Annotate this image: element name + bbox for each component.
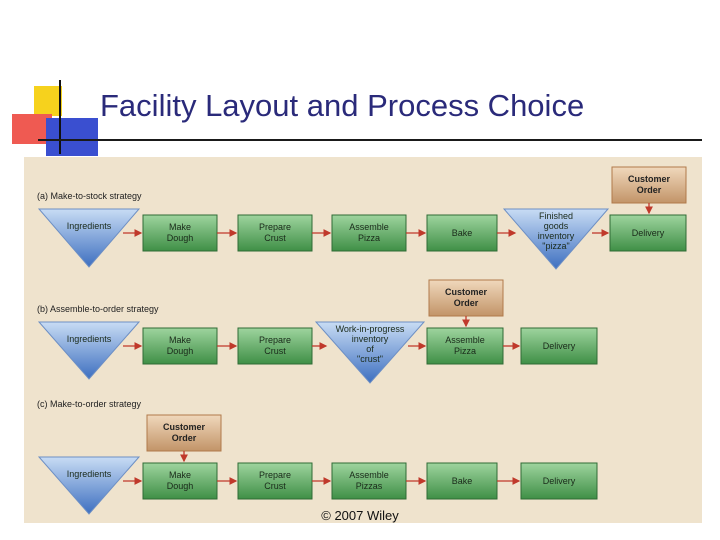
svg-text:Order: Order	[453, 298, 479, 308]
mts-ingredients-triangle	[39, 209, 139, 267]
corner-vertical-line	[59, 80, 61, 154]
svg-text:Prepare: Prepare	[258, 335, 292, 345]
copyright-notice: © 2007 Wiley	[321, 508, 399, 523]
svg-text:Dough: Dough	[166, 481, 194, 491]
svg-text:Ingredients: Ingredients	[66, 469, 112, 479]
svg-text:Crust: Crust	[264, 346, 286, 356]
slide-title: Facility Layout and Process Choice	[100, 88, 585, 123]
mto-customer-order	[147, 415, 221, 451]
svg-text:inventory: inventory	[351, 334, 389, 344]
mto-delivery-box	[521, 463, 597, 499]
svg-text:Crust: Crust	[264, 233, 286, 243]
corner-yellow-square	[34, 86, 62, 116]
section-make-to-order	[37, 399, 597, 514]
mto-bake-box	[427, 463, 497, 499]
section-label-ato: (b) Assemble-to-order strategy	[37, 304, 159, 314]
ato-prepare-crust-box	[238, 328, 312, 364]
svg-text:Customer: Customer	[627, 174, 671, 184]
mto-prepare-crust-box	[238, 463, 312, 499]
svg-text:Delivery: Delivery	[542, 476, 576, 486]
section-label-mts: (a) Make-to-stock strategy	[37, 191, 142, 201]
diagram-panel	[24, 157, 702, 523]
ato-customer-order	[429, 280, 503, 316]
svg-text:Bake: Bake	[451, 228, 473, 238]
svg-text:Make: Make	[168, 470, 192, 480]
mts-delivery-box	[610, 215, 686, 251]
ato-ingredients-triangle	[39, 322, 139, 379]
section-assemble-to-order	[37, 280, 597, 383]
mts-assemble-pizza-box	[332, 215, 406, 251]
svg-text:Crust: Crust	[264, 481, 286, 491]
svg-text:Pizza: Pizza	[453, 346, 477, 356]
mto-make-dough-box	[143, 463, 217, 499]
section-make-to-stock	[37, 167, 686, 269]
mts-customer-order	[612, 167, 686, 203]
mts-bake-box	[427, 215, 497, 251]
svg-text:Ingredients: Ingredients	[66, 221, 112, 231]
mto-ingredients-triangle	[39, 457, 139, 514]
svg-text:of: of	[366, 344, 374, 354]
svg-text:Pizzas: Pizzas	[355, 481, 383, 491]
mto-assemble-pizzas-box	[332, 463, 406, 499]
svg-text:Make: Make	[168, 222, 192, 232]
svg-text:Ingredients: Ingredients	[66, 334, 112, 344]
mts-make-dough-box	[143, 215, 217, 251]
svg-text:Customer: Customer	[444, 287, 488, 297]
svg-text:Assemble: Assemble	[349, 222, 389, 232]
title-underline	[38, 139, 702, 141]
strategy-diagram	[24, 157, 702, 523]
svg-text:Customer: Customer	[162, 422, 206, 432]
svg-text:Dough: Dough	[166, 233, 194, 243]
svg-text:goods: goods	[543, 221, 569, 231]
svg-text:Work-in-progress: Work-in-progress	[335, 324, 405, 334]
svg-text:Order: Order	[171, 433, 197, 443]
corner-blue-square	[46, 118, 98, 156]
svg-text:"pizza": "pizza"	[542, 241, 570, 251]
mts-prepare-crust-box	[238, 215, 312, 251]
svg-text:inventory: inventory	[537, 231, 575, 241]
svg-text:Pizza: Pizza	[357, 233, 381, 243]
svg-text:Make: Make	[168, 335, 192, 345]
svg-text:Delivery: Delivery	[631, 228, 665, 238]
svg-text:Order: Order	[636, 185, 662, 195]
ato-delivery-box	[521, 328, 597, 364]
ato-make-dough-box	[143, 328, 217, 364]
svg-text:Assemble: Assemble	[445, 335, 485, 345]
svg-text:Delivery: Delivery	[542, 341, 576, 351]
ato-assemble-pizza-box	[427, 328, 503, 364]
svg-text:"crust": "crust"	[357, 354, 383, 364]
svg-text:Assemble: Assemble	[349, 470, 389, 480]
svg-text:Bake: Bake	[451, 476, 473, 486]
svg-text:Finished: Finished	[538, 211, 574, 221]
svg-text:Prepare: Prepare	[258, 222, 292, 232]
svg-text:Dough: Dough	[166, 346, 194, 356]
section-label-mto: (c) Make-to-order strategy	[37, 399, 142, 409]
ato-wip-inventory-triangle	[316, 322, 424, 383]
svg-text:Prepare: Prepare	[258, 470, 292, 480]
mts-finished-goods-triangle	[504, 209, 608, 269]
